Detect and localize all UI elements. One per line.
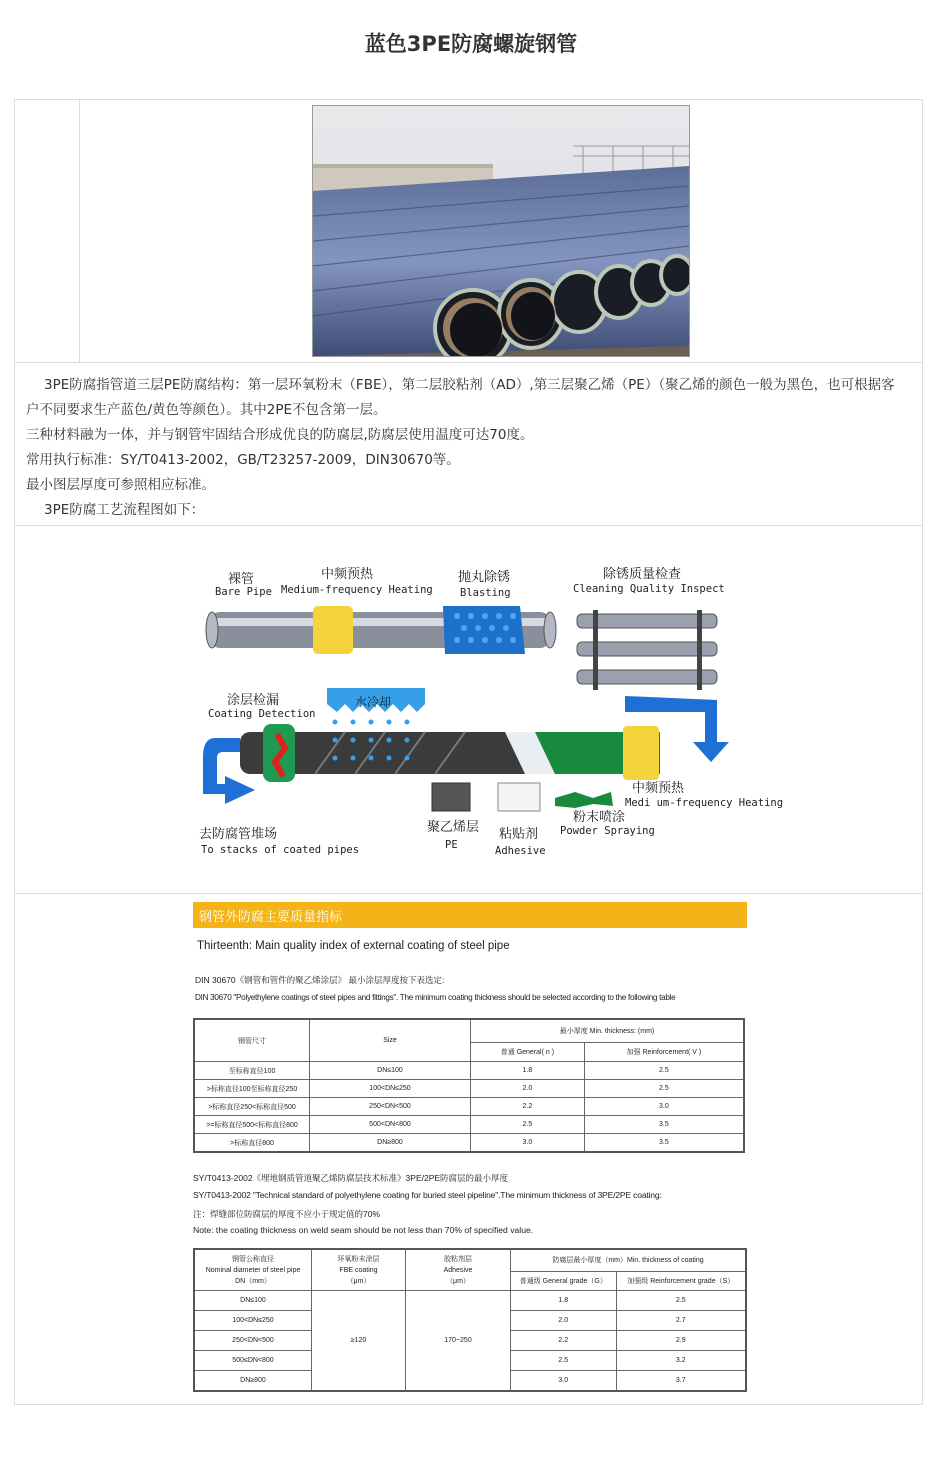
label-blasting-cn: 抛丸除锈 <box>458 570 511 585</box>
desc-paragraph: 最小图层厚度可参照相应标准。 <box>26 477 215 493</box>
t2-head-dn-en: Nominal diameter of steel pipe <box>205 1266 301 1274</box>
sy-thickness-table <box>193 1248 747 1392</box>
t2-head-fbe <box>312 1249 406 1291</box>
t2-fbe-value: ≥120 <box>312 1291 406 1392</box>
empty-cell <box>15 100 80 362</box>
t2-cell: 1.8 <box>511 1291 617 1311</box>
t2-cell: 2.5 <box>616 1291 746 1311</box>
desc-paragraph: 三种材料融为一体，并与钢管牢固结合形成优良的防腐层,防腐层使用温度可达70度。 <box>26 427 534 443</box>
quality-subtitle: Thirteenth: Main quality index of external coating of steel pipe <box>197 940 510 952</box>
note-cn: 注：焊缝部位防腐层的厚度不应小于规定值的70% <box>193 1209 381 1219</box>
process-flow-diagram <box>15 526 922 893</box>
t1-cell: 3.5 <box>584 1134 744 1153</box>
t2-head-ad-unit: （μm） <box>446 1277 470 1285</box>
pipes-photo <box>312 105 690 357</box>
label-pe-en: PE <box>445 839 458 851</box>
t1-cell: DN≥800 <box>310 1134 471 1153</box>
label-adhesive-en: Adhesive <box>495 845 546 857</box>
t2-cell: 250<DN<500 <box>194 1331 312 1351</box>
din-title-cn: DIN 30670《钢管和管件的聚乙烯涂层》 最小涂层厚度按下表选定: <box>195 975 445 985</box>
sy-title-cn: SY/T0413-2002《埋地钢质管道聚乙烯防腐层技术标准》3PE/2PE防腐层的最小厚度 <box>193 1173 509 1183</box>
t1-cell: 2.2 <box>471 1098 585 1116</box>
t1-head-size: Size <box>310 1019 471 1062</box>
din-title-en: DIN 30670 "Polyethylene coatings of steel pipes and fittings". The minimum coating thickness should be selected according to the following table <box>195 993 676 1002</box>
t1-head-min: 最小厚度 Min. thickness: (mm) <box>471 1019 745 1043</box>
t1-cell: 3.0 <box>471 1134 585 1153</box>
table-row <box>194 1116 744 1134</box>
t2-head-fbe-cn: 环氧粉末涂层 <box>337 1255 380 1263</box>
t1-cell: >标称直径800 <box>194 1134 310 1153</box>
t2-head-ad-cn: 胶粘剂层 <box>444 1255 472 1263</box>
t1-cell: 至标称直径100 <box>194 1062 310 1080</box>
t2-cell: 2.5 <box>511 1351 617 1371</box>
t1-cell: >标称直径100至标称直径250 <box>194 1080 310 1098</box>
t2-cell: 3.7 <box>616 1371 746 1392</box>
label-stacks-en: To stacks of coated pipes <box>201 844 360 856</box>
t1-head-general: 普通 General( n ) <box>471 1043 585 1062</box>
table-row <box>194 1134 744 1153</box>
label-pe-cn: 聚乙烯层 <box>427 820 480 835</box>
desc-paragraph: 3PE防腐指管道三层PE防腐结构：第一层环氧粉末（FBE），第二层胶粘剂（AD）,第三层聚乙烯（PE）（聚乙烯的颜色一般为黑色，也可根据客户不同要求生产蓝色/黄色等颜色）。其中2PE不包含第一层。 <box>26 377 895 418</box>
t1-cell: 250<DN<500 <box>310 1098 471 1116</box>
t2-head-dn <box>194 1249 312 1291</box>
label-blasting-en: Blasting <box>460 587 511 599</box>
t1-head-size-cn: 钢管尺寸 <box>194 1019 310 1062</box>
t2-cell: 3.2 <box>616 1351 746 1371</box>
quality-index-row <box>15 894 922 1404</box>
label-water-cool: 水冷却 <box>355 695 392 709</box>
label-stacks-cn: 去防腐管堆场 <box>199 827 278 842</box>
t2-cell: DN≤100 <box>194 1291 312 1311</box>
note-en: Note: the coating thickness on weld seam should be not less than 70% of specified value. <box>193 1225 534 1235</box>
label-mf-heating2-cn: 中频预热 <box>632 781 685 796</box>
t2-head-dn-cn: 钢管公称直径 <box>232 1255 274 1263</box>
t1-cell: 100<DN≤250 <box>310 1080 471 1098</box>
t2-cell: 2.2 <box>511 1331 617 1351</box>
label-mf-heating2-en: Medi um-frequency Heating <box>625 797 784 809</box>
quality-banner-text: 钢管外防腐主要质量指标 <box>199 910 343 925</box>
t1-cell: DN≤100 <box>310 1062 471 1080</box>
t1-cell: 2.5 <box>471 1116 585 1134</box>
desc-paragraph: 3PE防腐工艺流程图如下： <box>44 502 205 518</box>
label-bare-pipe-cn: 裸管 <box>228 572 255 587</box>
desc-paragraph: 常用执行标准：SY/T0413-2002，GB/T23257-2009，DIN30670等。 <box>26 452 460 468</box>
t2-head-fbe-unit: （μm） <box>346 1277 371 1285</box>
t2-cell: 2.7 <box>616 1311 746 1331</box>
t2-head-ad <box>406 1249 511 1291</box>
din-thickness-table <box>193 1018 745 1153</box>
t2-head-general: 普通级 General grade（G） <box>511 1271 617 1290</box>
t2-head-fbe-en: FBE coating <box>339 1266 378 1274</box>
label-powder-en: Powder Spraying <box>560 825 655 837</box>
table-row <box>194 1098 744 1116</box>
t1-cell: 500<DN<800 <box>310 1116 471 1134</box>
table-row <box>194 1291 746 1311</box>
quality-index-image <box>193 900 749 1400</box>
label-mf-heating-cn: 中频预热 <box>321 567 374 582</box>
t2-cell: 3.0 <box>511 1371 617 1392</box>
page-title: 蓝色3PE防腐螺旋钢管 <box>364 32 578 56</box>
label-coating-detection-en: Coating Detection <box>208 708 316 720</box>
table-row <box>194 1080 744 1098</box>
sy-title-en: SY/T0413-2002 "Technical standard of polyethylene coating for buried steel pipeline".The minimum thickness of 3PE/2PE coating: <box>193 1190 662 1200</box>
t1-cell: >=标称直径500<标称直径800 <box>194 1116 310 1134</box>
t2-cell: DN≥800 <box>194 1371 312 1392</box>
t2-cell: 2.0 <box>511 1311 617 1331</box>
label-bare-pipe-en: Bare Pipe <box>215 586 272 598</box>
table-row <box>194 1062 744 1080</box>
t1-cell: >标称直径250<标称直径500 <box>194 1098 310 1116</box>
t2-head-min: 防腐层最小厚度（mm）Min. thickness of coating <box>511 1249 747 1271</box>
t1-cell: 1.8 <box>471 1062 585 1080</box>
t2-ad-value: 170~250 <box>406 1291 511 1392</box>
t2-head-reinf: 加强级 Reinforcement grade（S） <box>616 1271 746 1290</box>
t1-cell: 3.0 <box>584 1098 744 1116</box>
label-cleaning-cn: 除锈质量检查 <box>603 567 682 582</box>
t1-cell: 2.0 <box>471 1080 585 1098</box>
quality-banner <box>193 902 747 928</box>
t1-cell: 2.5 <box>584 1062 744 1080</box>
process-flow-row <box>15 526 922 894</box>
label-adhesive-cn: 粘贴剂 <box>499 827 539 842</box>
t2-head-ad-en: Adhesive <box>443 1266 473 1274</box>
t1-cell: 3.5 <box>584 1116 744 1134</box>
t2-head-dn-unit: DN（mm） <box>235 1277 271 1285</box>
label-coating-detection-cn: 涂层检漏 <box>227 693 280 708</box>
label-cleaning-en: Cleaning Quality Inspect <box>573 583 725 595</box>
t2-cell: 500≤DN<800 <box>194 1351 312 1371</box>
content-table <box>14 99 923 1405</box>
label-powder-cn: 粉末喷涂 <box>573 810 626 825</box>
label-mf-heating-en: Medium-frequency Heating <box>281 584 433 596</box>
description-row <box>15 363 922 526</box>
t1-cell: 2.5 <box>584 1080 744 1098</box>
photo-row <box>15 100 922 363</box>
t2-cell: 100<DN≤250 <box>194 1311 312 1331</box>
t1-head-reinf: 加强 Reinforcement( V ) <box>584 1043 744 1062</box>
t2-cell: 2.9 <box>616 1331 746 1351</box>
description-text <box>26 373 906 523</box>
